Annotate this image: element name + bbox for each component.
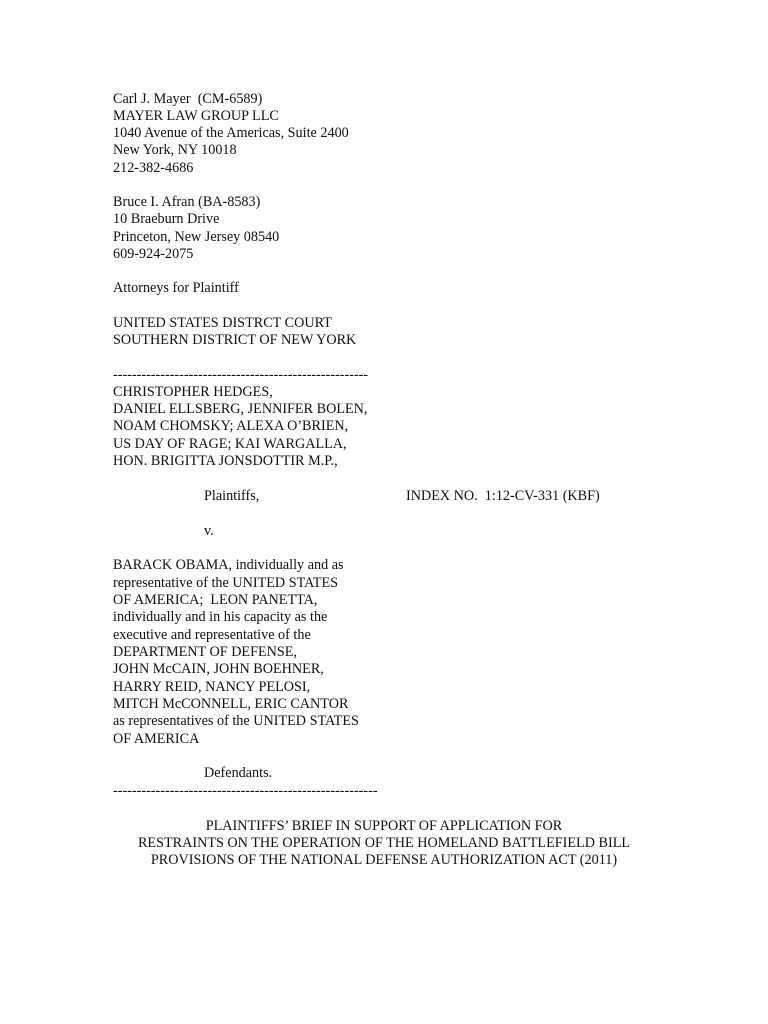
attorney1-phone: 212-382-4686 [113,160,194,176]
plaintiffs-label: Plaintiffs, [204,488,260,504]
plaintiff-line: NOAM CHOMSKY; ALEXA O’BRIEN, [113,418,349,434]
defendant-line: as representatives of the UNITED STATES [113,713,359,729]
court-name-line2: SOUTHERN DISTRICT OF NEW YORK [113,332,357,348]
defendants-label: Defendants. [204,765,273,781]
caption-separator-bottom: -------------------------------------------------------- [113,783,378,799]
attorney1-address: 1040 Avenue of the Americas, Suite 2400 [113,125,349,141]
defendant-line: OF AMERICA [113,731,200,747]
defendant-line: JOHN McCAIN, JOHN BOEHNER, [113,661,324,677]
defendant-line: OF AMERICA; LEON PANETTA, [113,592,318,608]
attorney2-name: Bruce I. Afran (BA-8583) [113,194,261,210]
defendant-line: executive and representative of the [113,627,311,643]
defendant-line: representative of the UNITED STATES [113,575,339,591]
plaintiff-line: CHRISTOPHER HEDGES, [113,384,273,400]
defendant-line: DEPARTMENT OF DEFENSE, [113,644,298,660]
plaintiff-line: DANIEL ELLSBERG, JENNIFER BOLEN, [113,401,368,417]
defendant-line: individually and in his capacity as the [113,609,328,625]
court-name-line1: UNITED STATES DISTRCT COURT [113,315,332,331]
defendant-line: MITCH McCONNELL, ERIC CANTOR [113,696,349,712]
attorney1-city: New York, NY 10018 [113,142,237,158]
brief-title-line3: PROVISIONS OF THE NATIONAL DEFENSE AUTHORIZATION ACT (2011) [150,852,618,868]
attorney1-name: Carl J. Mayer (CM-6589) [113,91,263,107]
index-number: INDEX NO. 1:12-CV-331 (KBF) [406,488,600,504]
attorney2-address: 10 Braeburn Drive [113,211,220,227]
plaintiff-line: HON. BRIGITTA JONSDOTTIR M.P., [113,453,338,469]
attorney2-city: Princeton, New Jersey 08540 [113,229,280,245]
caption-separator-top: ------------------------------------------------------ [113,367,369,383]
plaintiff-line: US DAY OF RAGE; KAI WARGALLA, [113,436,347,452]
attorney1-firm: MAYER LAW GROUP LLC [113,108,279,124]
attorney2-phone: 609-924-2075 [113,246,194,262]
brief-title-line2: RESTRAINTS ON THE OPERATION OF THE HOMELAND BATTLEFIELD BILL [137,835,631,851]
brief-title-line1: PLAINTIFFS’ BRIEF IN SUPPORT OF APPLICATION FOR [205,818,563,834]
attorneys-for-label: Attorneys for Plaintiff [113,280,239,296]
versus-label: v. [204,523,214,539]
defendant-line: HARRY REID, NANCY PELOSI, [113,679,311,695]
defendant-line: BARACK OBAMA, individually and as [113,557,344,573]
